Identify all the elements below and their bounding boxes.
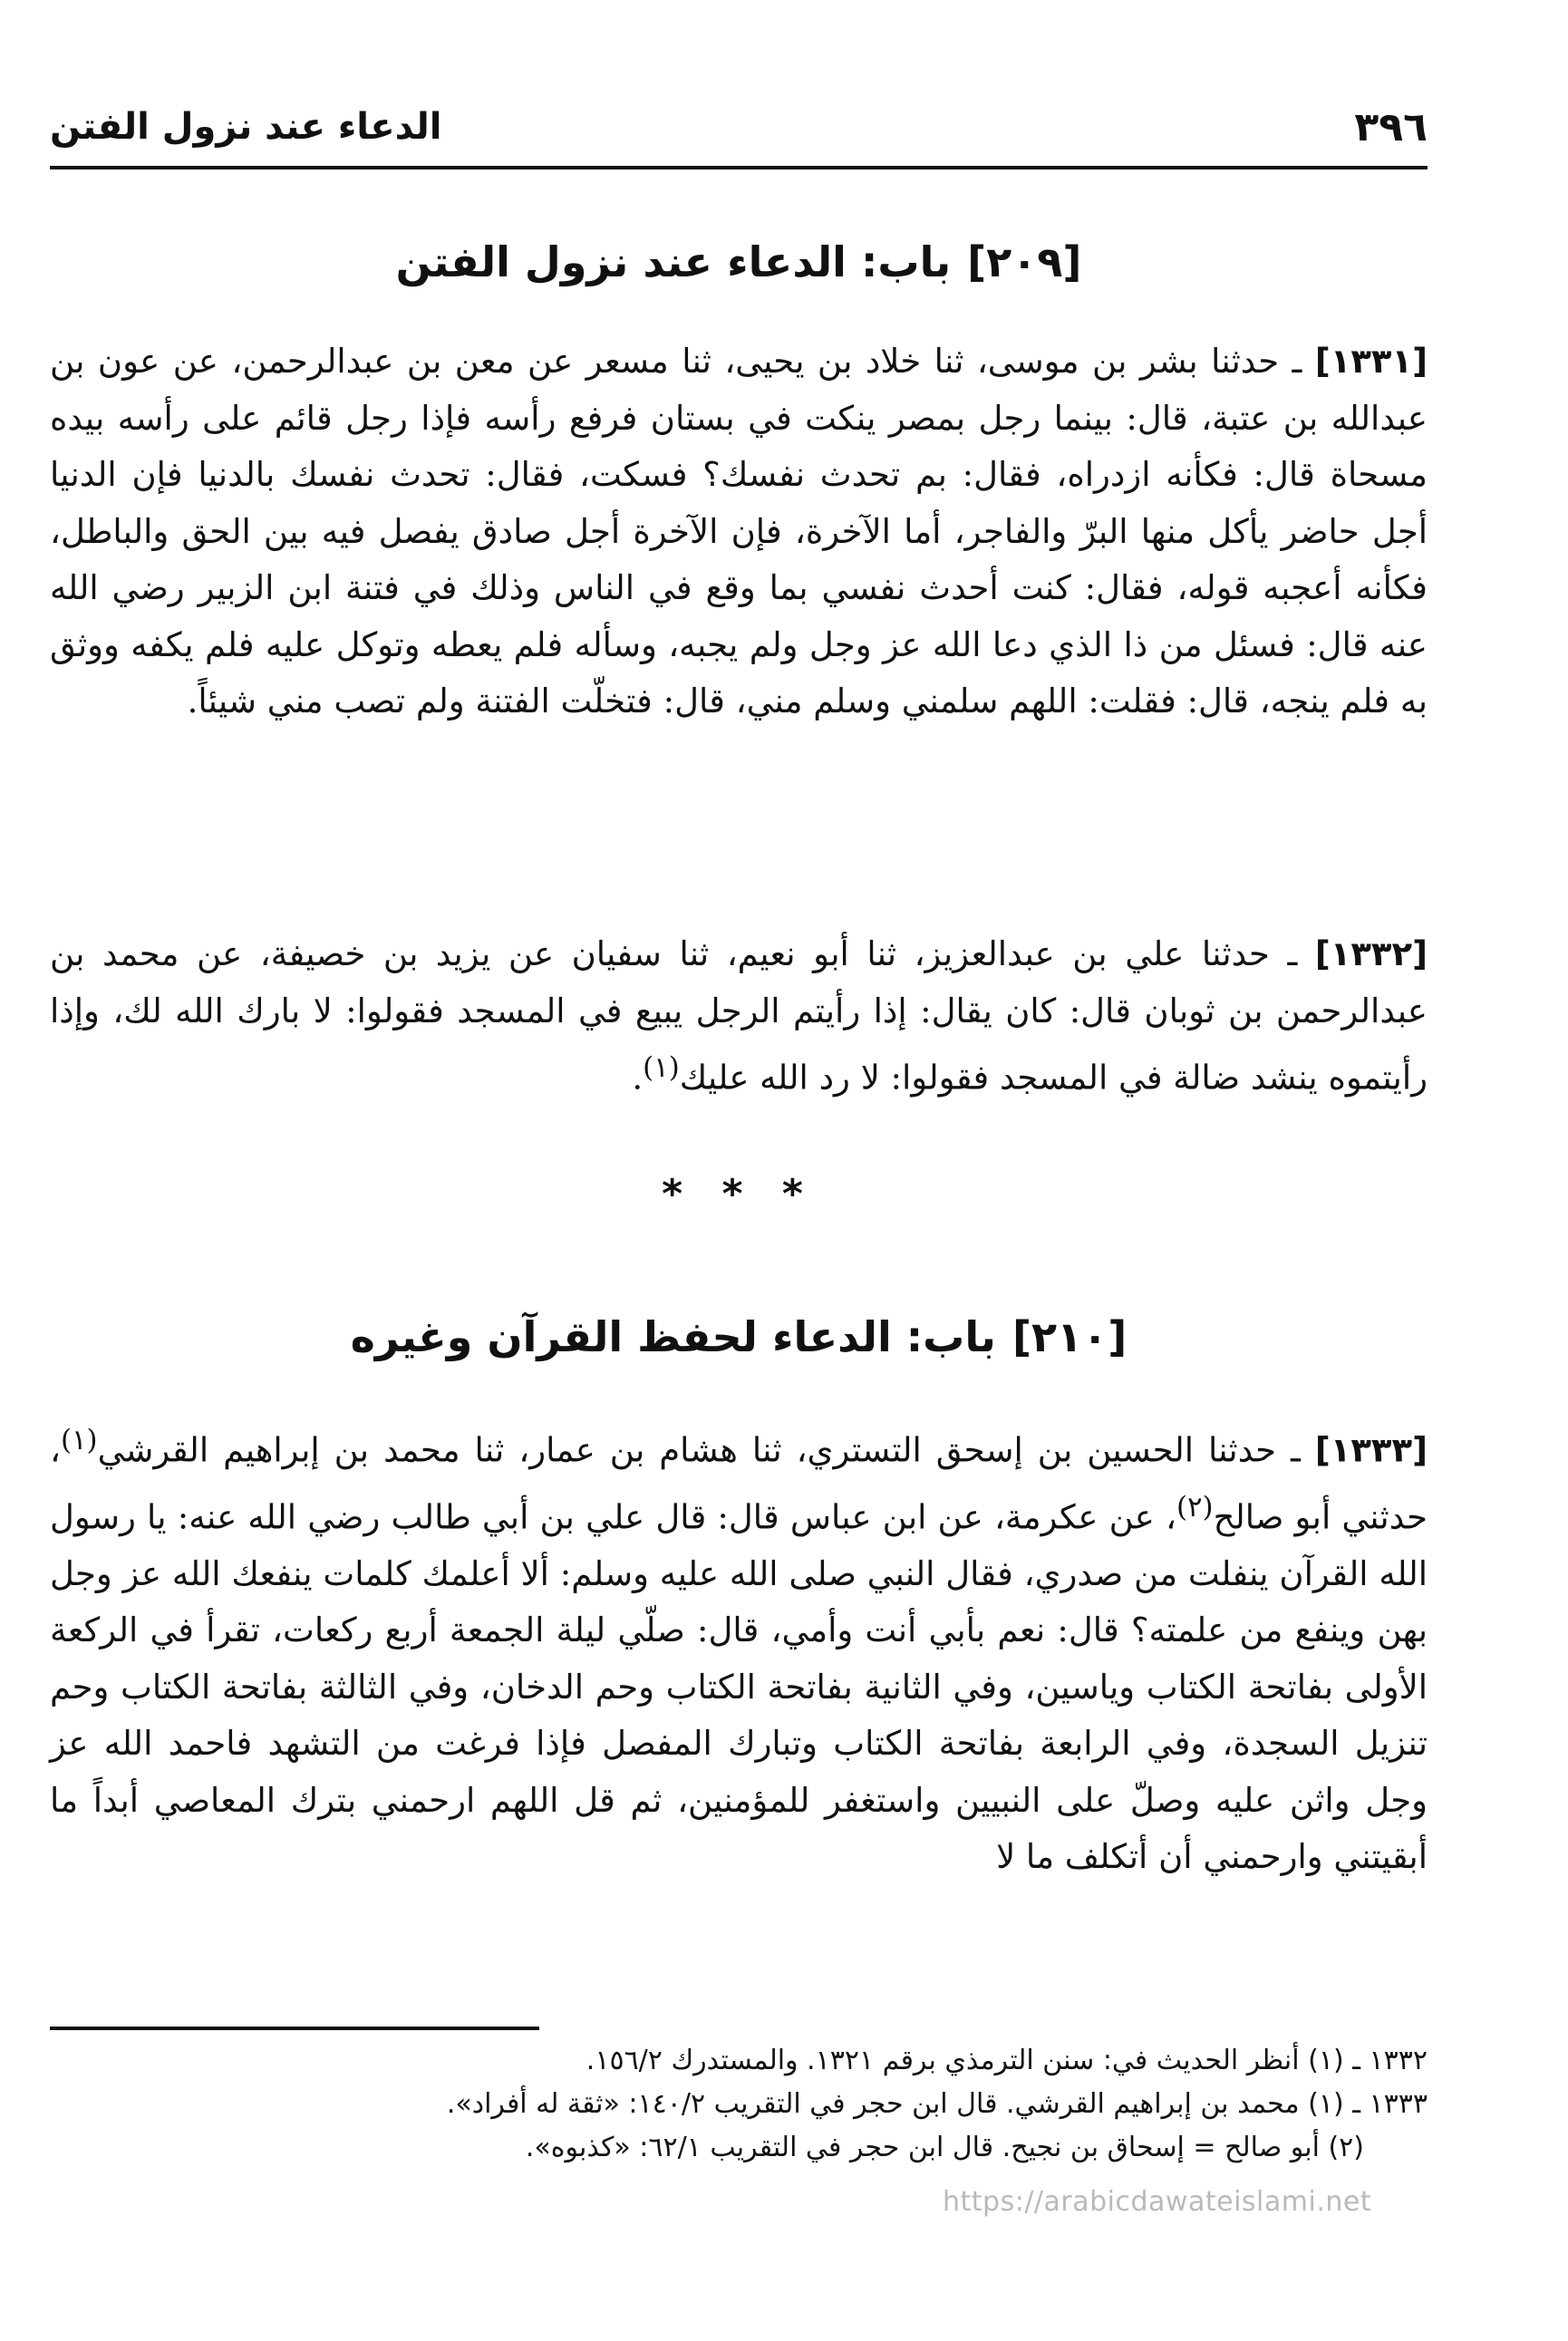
hadith-text: ـ حدثنا الحسين بن إسحق التستري، ثنا هشام بن عمار، ثنا محمد بن إبراهيم القرشي <box>97 1430 1301 1470</box>
header-rule <box>50 166 1428 169</box>
hadith-1332 <box>50 926 1428 1107</box>
chapter-title: باب: الدعاء عند نزول الفتن <box>395 237 952 286</box>
hadith-end: . <box>632 1058 644 1098</box>
hadith-text: ، عن عكرمة، عن ابن عباس قال: قال علي بن أبي طالب رضي الله عنه: يا رسول الله القرآن ينفلت من صدري، فقال النبي صلى الله عليه وسلم: ألا أعلمك كلمات ينفعك الله عز وجل بهن وينفع من علمته؟ قال: نعم بأبي أنت وأمي، قال: صلّي ليلة الجمعة أربع ركعات، تقرأ في الركعة الأولى بفاتحة الكتاب وياسين، وفي الثانية بفاتحة الكتاب وحم الدخان، وفي الثالثة بفاتحة الكتاب وحم تنزيل السجدة، وفي الرابعة بفاتحة الكتاب وتبارك المفصل فإذا فرغت من التشهد فاحمد الله عز وجل واثن عليه وصلّ على النبيين واستغفر للمؤمنين، ثم قل اللهم ارحمني بترك المعاصي أبداً ما أبقيتني وارحمني أن أتكلف ما لا <box>50 1497 1428 1877</box>
hadith-text: ، حدثني أبو صالح <box>50 1430 1428 1537</box>
running-header <box>50 86 1428 168</box>
footnote-ref: (١) <box>643 1051 680 1084</box>
running-title: الدعاء عند نزول الفتن <box>50 106 442 148</box>
chapter-heading-209 <box>50 237 1428 286</box>
chapter-heading-210 <box>50 1312 1428 1361</box>
section-divider: * * * <box>662 1171 816 1217</box>
page-number: ٣٩٦ <box>1354 103 1428 150</box>
hadith-1333 <box>50 1412 1428 1886</box>
chapter-number: [٢١٠] <box>1011 1312 1128 1361</box>
watermark-url: https://arabicdawateislami.net <box>943 2186 1372 2218</box>
hadith-text: ـ حدثنا علي بن عبدالعزيز، ثنا أبو نعيم، ثنا سفيان عن يزيد بن خصيفة، عن محمد بن عبدالرحمن بن ثوبان قال: كان يقال: إذا رأيتم الرجل يبيع في المسجد فقولوا: لا بارك الله لك، وإذا رأيتموه ينشد ضالة في المسجد فقولوا: لا رد الله عليك <box>50 934 1428 1098</box>
footnote: (٢) أبو صالح = إسحاق بن نجيح. قال ابن حجر في التقريب ٦٢/١: «كذبوه». <box>525 2132 1364 2163</box>
hadith-number: [١٣٣٣] <box>1314 1430 1428 1470</box>
hadith-1331 <box>50 334 1428 730</box>
hadith-text: ـ حدثنا بشر بن موسى، ثنا خلاد بن يحيى، ثنا مسعر عن معن بن عبدالرحمن، عن عون بن عبدالله بن عتبة، قال: بينما رجل بمصر ينكت في بستان فرفع رأسه فإذا رجل قائم على رأسه بيده مسحاة قال: فكأنه ازدراه، فقال: بم تحدث نفسك؟ فسكت، فقال: تحدث نفسك بالدنيا فإن الدنيا أجل حاضر يأكل منها البرّ والفاجر، أما الآخرة، فإن الآخرة أجل صادق يفصل فيه بين الحق والباطل، فكأنه أعجبه قوله، فقال: كنت أحدث نفسي بما وقع في الناس وذلك في فتنة ابن الزبير رضي الله عنه قال: فسئل من ذا الذي دعا الله عز وجل ولم يجبه، وسأله فلم يعطه وتوكل عليه فلم يكفه ووثق به فلم ينجه، قال: فقلت: اللهم سلمني وسلم مني، قال: فتخلّت الفتنة ولم تصب مني شيئاً. <box>50 342 1428 721</box>
footnote-rule <box>50 2027 539 2030</box>
chapter-title: باب: الدعاء لحفظ القرآن وغيره <box>350 1312 996 1361</box>
hadith-number: [١٣٣١] <box>1314 342 1428 381</box>
hadith-number: [١٣٣٢] <box>1314 934 1428 973</box>
footnotes <box>50 2039 1428 2170</box>
footnote: ١٣٣٢ ـ (١) أنظر الحديث في: سنن الترمذي برقم ١٣٢١. والمستدرك ١٥٦/٢. <box>586 2045 1428 2076</box>
chapter-number: [٢٠٩] <box>967 237 1082 286</box>
footnote-ref: (٢) <box>1176 1490 1214 1524</box>
footnote-ref: (١) <box>60 1424 98 1456</box>
footnote: ١٣٣٣ ـ (١) محمد بن إبراهيم القرشي. قال ابن حجر في التقريب ١٤٠/٢: «ثقة له أفراد». <box>446 2088 1428 2120</box>
